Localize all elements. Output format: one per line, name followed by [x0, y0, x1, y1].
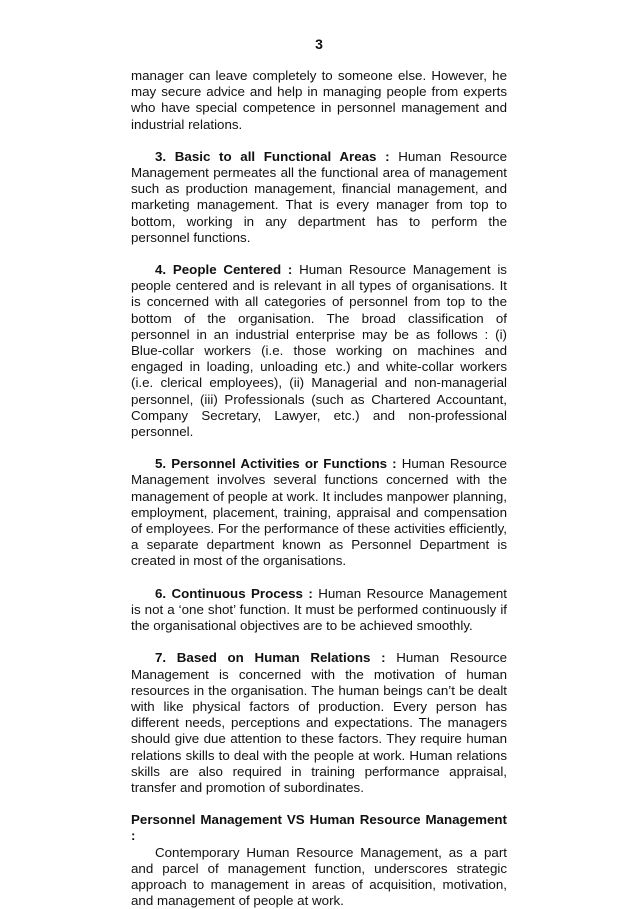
point-heading: 4. People Centered : [155, 262, 293, 278]
point-heading: 3. Basic to all Functional Areas : [155, 148, 390, 164]
point-heading: 5. Personnel Activities or Functions : [155, 456, 397, 472]
section-heading: Personnel Management VS Human Resource Management : [131, 812, 507, 844]
point-text: Human Resource Management is concerned with the motivation of human resources in the organisation. The human beings can’t be dealt with like physical factors of production. Every person has different needs, perceptions and expectations. The managers should give due attention to these factors. They require human relations skills to deal with the people at work. Human relations skills are also required in training performance appraisal, transfer and promotion of subordinates. [131, 650, 507, 795]
intro-paragraph: manager can leave completely to someone else. However, he may secure advice and help in managing people from experts who have special competence in personnel management and industrial relations. [131, 68, 507, 132]
point-basic-to-all-functional-areas [131, 149, 507, 246]
point-based-on-human-relations [131, 650, 507, 796]
point-heading: 6. Continuous Process : [155, 585, 313, 601]
point-heading: 7. Based on Human Relations : [155, 650, 386, 666]
point-continuous-process [131, 586, 507, 635]
section-paragraph: Contemporary Human Resource Management, as a part and parcel of management function, underscores strategic approach to management in areas of acquisition, motivation, and management of people at work. [131, 844, 507, 909]
point-people-centered [131, 262, 507, 440]
page-body [131, 68, 507, 909]
point-text: Human Resource Management is people centered and is relevant in all types of organisations. It is concerned with all categories of personnel from top to the bottom of the organisation. The broad classification of personnel in an industrial enterprise may be as follows : (i) Blue-collar workers (i.e. those working on machines and engaged in loading, unloading etc.) and white-collar workers (i.e. clerical employees), (ii) Managerial and non-managerial personnel, (iii) Professionals (such as Chartered Accountant, Company Secretary, Lawyer, etc.) and non-professional personnel. [131, 262, 507, 440]
page-number: 3 [315, 36, 323, 52]
point-personnel-activities [131, 456, 507, 569]
point-text: Human Resource Management permeates all the functional area of management such as production management, financial management, and marketing management. That is every manager from top to bottom, working in any department has to perform the personnel functions. [131, 148, 507, 245]
point-text: Human Resource Management is not a ‘one shot’ function. It must be performed continuously if the organisational objectives are to be achieved smoothly. [131, 585, 507, 634]
point-text: Human Resource Management involves several functions concerned with the management of people at work. It includes manpower planning, employment, placement, training, appraisal and compensation of employees. For the performance of these activities efficiently, a separate department known as Personnel Department is created in most of the organisations. [131, 456, 507, 569]
